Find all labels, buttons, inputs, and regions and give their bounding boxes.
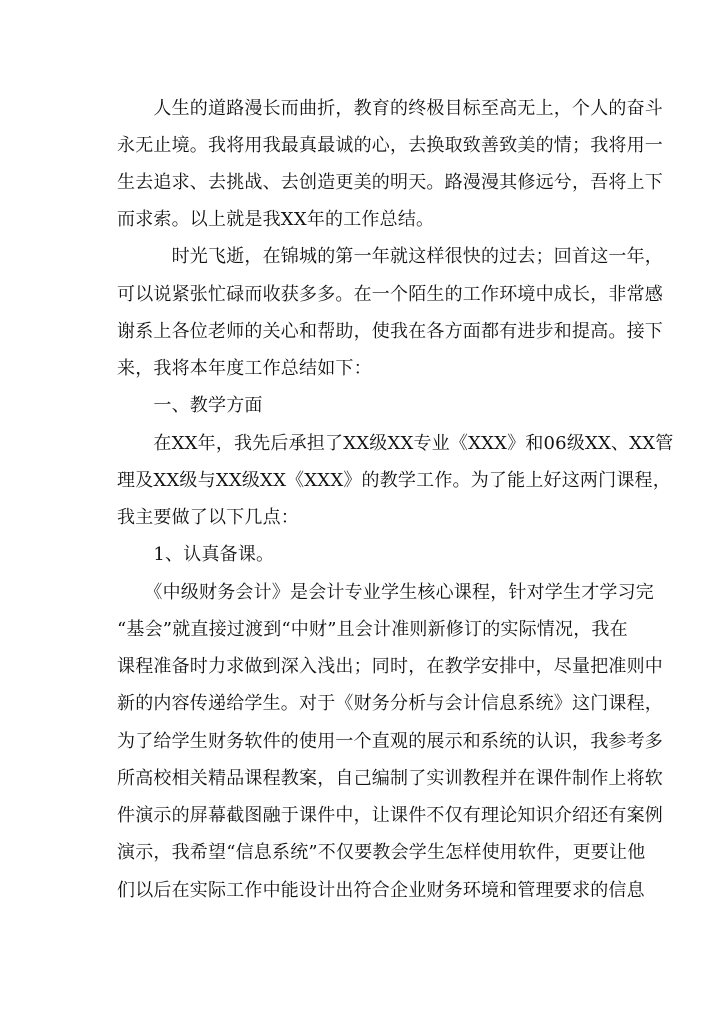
text-line: 谢系上各位老师的关心和帮助，使我在各方面都有进步和提高。接下 [117,321,663,342]
text-line: 演示，我希望“信息系统”不仅要教会学生怎样使用软件，更要让他 [117,842,646,863]
text-line: 而求索。以上就是我XX年的工作总结。 [117,209,435,230]
text-line: 所高校相关精品课程教案，自己编制了实训教程并在课件制作上将软 [117,768,663,789]
text-line: 《中级财务会计》是会计专业学生核心课程，针对学生才学习完 [117,582,654,603]
text-line: 为了给学生财务软件的使用一个直观的展示和系统的认识，我参考多 [117,731,663,752]
text-line: 们以后在实际工作中能设计出符合企业财务环境和管理要求的信息 [117,880,645,901]
text-line: 永无止境。我将用我最真最诚的心，去换取致善致美的情；我将用一 [117,135,663,156]
subsection-heading: 1、认真备课。 [117,544,275,565]
text-line: 生去追求、去挑战、去创造更美的明天。路漫漫其修远兮，吾将上下 [117,172,663,193]
text-line: 可以说紧张忙碌而收获多多。在一个陌生的工作环境中成长，非常感 [117,284,663,305]
text-line: 件演示的屏幕截图融于课件中，让课件不仅有理论知识介绍还有案例 [117,805,663,826]
text-line: 人生的道路漫长而曲折，教育的终极目标至高无上，个人的奋斗 [117,98,663,119]
text-line: 课程准备时力求做到深入浅出；同时，在教学安排中，尽量把准则中 [117,656,663,677]
text-line: 我主要做了以下几点： [117,507,299,528]
text-line: 新的内容传递给学生。对于《财务分析与会计信息系统》这门课程， [117,693,663,714]
text-line: 时光飞逝，在锦城的第一年就这样很快的过去；回首这一年， [117,246,663,267]
text-line: “基会”就直接过渡到“中财”且会计准则新修订的实际情况，我在 [117,619,628,640]
section-heading: 一、教学方面 [117,395,263,416]
text-line: 来，我将本年度工作总结如下： [117,358,372,379]
text-line: 理及XX级与XX级XX《XXX》的教学工作。为了能上好这两门课程， [117,470,671,491]
text-line: 在XX年，我先后承担了XX级XX专业《XXX》和06级XX、XX管 [117,433,674,454]
